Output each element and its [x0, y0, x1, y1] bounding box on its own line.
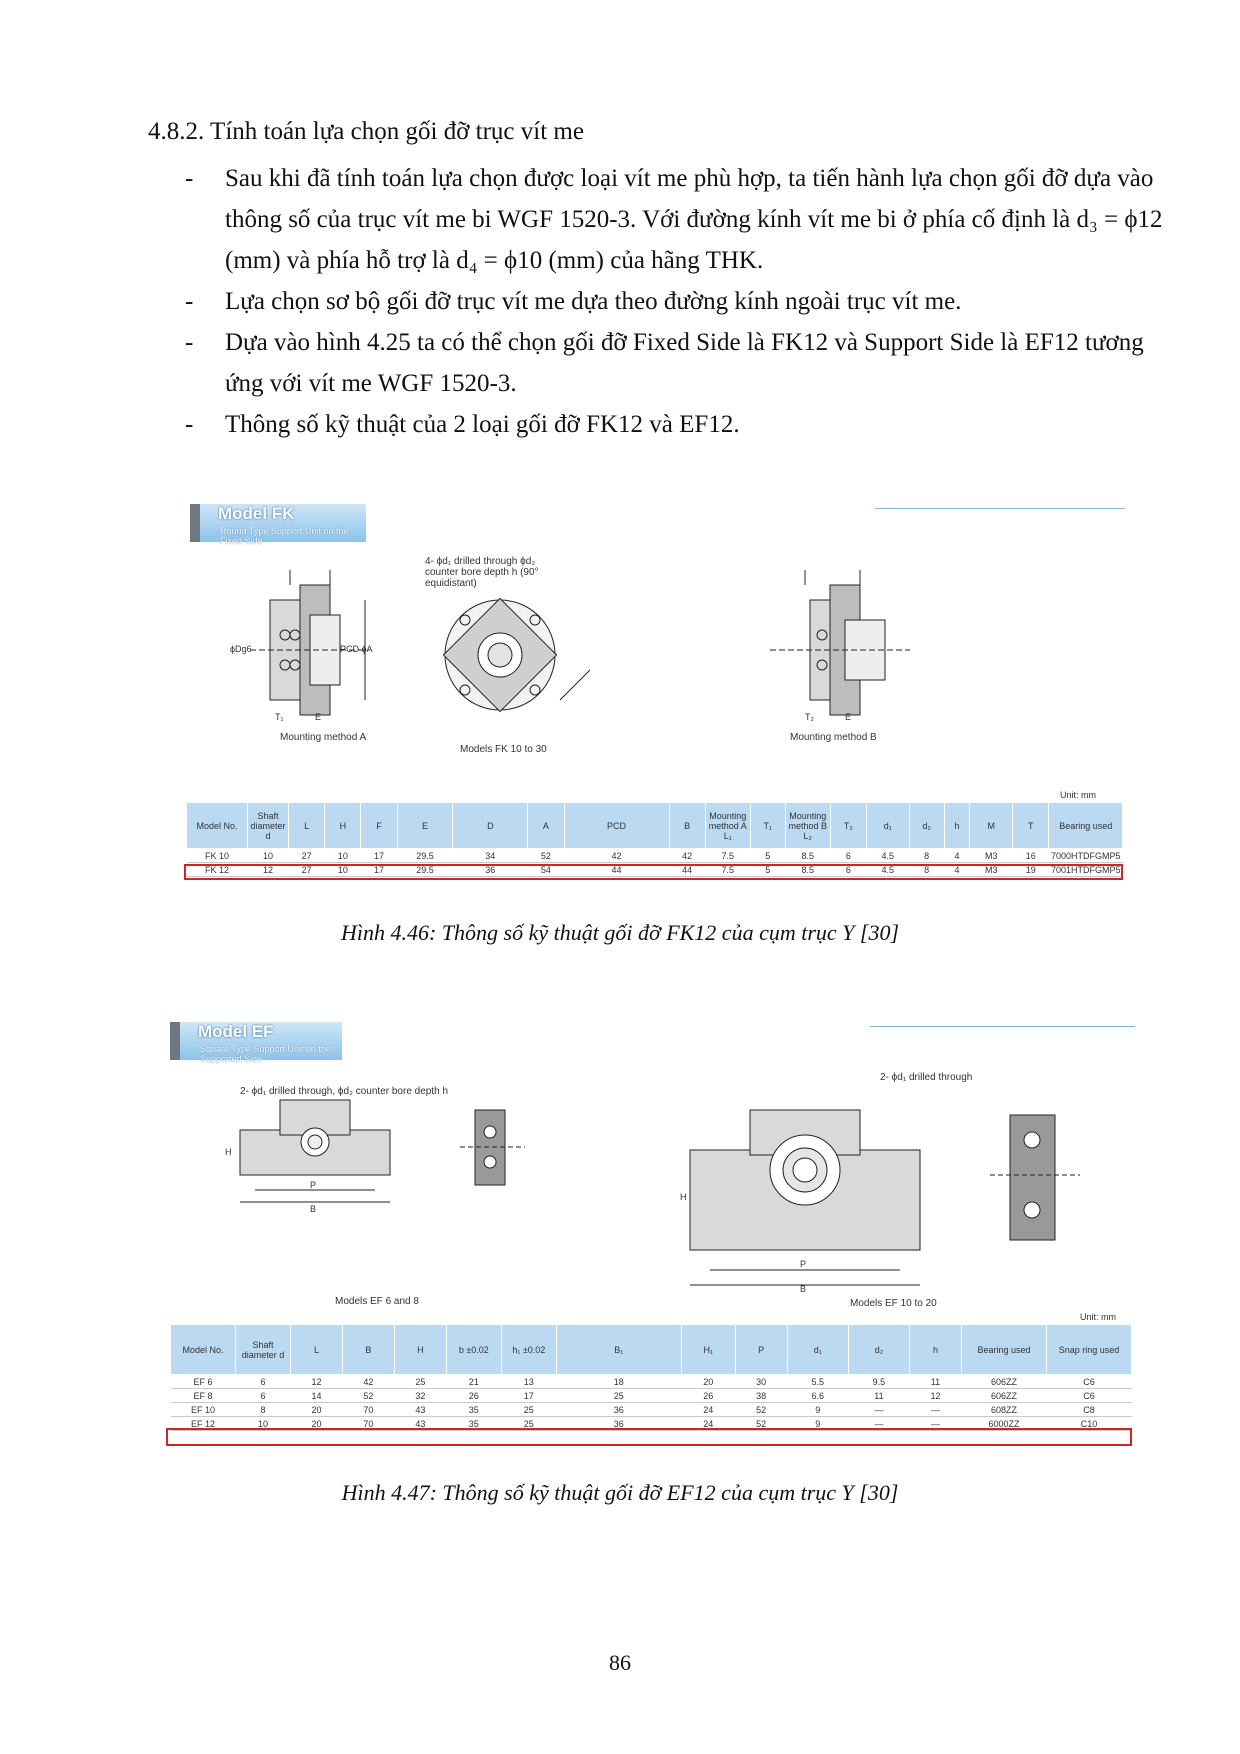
- figure-caption-fk: Hình 4.46: Thông số kỹ thuật gối đỡ FK12 của cụm trục Y [30]: [340, 920, 900, 945]
- fk-header-cell: D: [453, 803, 528, 849]
- fk-header-cell: T₁: [750, 803, 785, 849]
- svg-text:ϕDg6: ϕDg6: [230, 644, 252, 654]
- fk-header-cell: A: [528, 803, 564, 849]
- svg-text:H: H: [680, 1192, 687, 1202]
- svg-text:H: H: [225, 1147, 232, 1157]
- fk-header-cell: Shaft diameter d: [248, 803, 289, 849]
- ef-models-left: Models EF 6 and 8: [335, 1296, 419, 1307]
- page-number: 86: [609, 1650, 631, 1675]
- fk-header-cell: E: [397, 803, 453, 849]
- ef-header-cell: L: [291, 1325, 343, 1375]
- svg-text:T₁: T₁: [275, 712, 284, 722]
- figure-fk: [190, 500, 1130, 900]
- figure-caption-ef: Hình 4.47: Thông số kỹ thuật gối đỡ EF12 của cụm trục Y [30]: [341, 1480, 899, 1505]
- ef-drawing: [170, 1080, 1140, 1330]
- table-row: FK 10 10 27 10 17 29.5 34 52 42 42 7.5 5 8.5 6 4.5 8 4 M3 16 7000HTDFGMP5: [187, 849, 1123, 863]
- section-heading: 4.8.2. Tính toán lựa chọn gối đỡ trục vít me: [148, 118, 584, 145]
- bullet-item: - Lựa chọn sơ bộ gối đỡ trục vít me dựa theo đường kính ngoài trục vít me.: [185, 288, 962, 315]
- fk-header-cell: M: [970, 803, 1013, 849]
- svg-text:P: P: [310, 1180, 317, 1190]
- svg-text:PCD ϕA: PCD ϕA: [340, 644, 373, 654]
- ef-unit: Unit: mm: [1080, 1312, 1116, 1322]
- table-row-highlighted: FK 12 12 27 10 17 29.5 36 54 44 44 7.5 5 8.5 6 4.5 8 4 M3 19 7001HTDFGMP5: [187, 863, 1123, 877]
- svg-text:B: B: [310, 1204, 317, 1214]
- ef-banner: Model EF Square Type Support Unit on the Supported Side: [170, 1022, 342, 1060]
- bullet-list: [185, 158, 1165, 445]
- fk-header-cell: d₂: [909, 803, 944, 849]
- fk-header-cell: T₂: [830, 803, 866, 849]
- fk-header-cell: Bearing used: [1049, 803, 1123, 849]
- ef-header-cell: d₁: [787, 1325, 848, 1375]
- ef-header-cell: Model No.: [171, 1325, 236, 1375]
- ef-header-cell: Snap ring used: [1047, 1325, 1132, 1375]
- fk-mount-b-label: Mounting method B: [790, 732, 877, 743]
- fk-header-cell: PCD: [564, 803, 669, 849]
- fk-drawing: [190, 560, 1130, 830]
- fk-header-cell: T: [1013, 803, 1049, 849]
- fk12-highlight-box: [184, 864, 1123, 880]
- table-row-highlighted: EF 12 10 20 70 43 35 25 36 24 52 9 — — 6000ZZ C10: [171, 1417, 1132, 1431]
- ef-header-cell: h₁ ±0.02: [501, 1325, 556, 1375]
- ef-drill-note-right: 2- ϕd₁ drilled through: [880, 1072, 973, 1083]
- ef-header-cell: P: [735, 1325, 787, 1375]
- table-row: EF 8 6 14 52 32 26 17 25 26 38 6.6 11 12 606ZZ C6: [171, 1389, 1132, 1403]
- fk-header-cell: h: [944, 803, 970, 849]
- table-row: EF 10 8 20 70 43 35 25 36 24 52 9 — — 608ZZ C8: [171, 1403, 1132, 1417]
- bullet-item: - Sau khi đã tính toán lựa chọn được loại vít me phù hợp, ta tiến hành lựa chọn gối đỡ dựa vào thông số của trục vít me bi WGF 1520-3. Với đường kính vít me bi ở phía cố định là d₃ = ϕ12 (mm) và phía hỗ trợ là d₄ = ϕ10 (mm) của hãng THK.: [185, 165, 1163, 274]
- ef-header-rule: [870, 1026, 1135, 1027]
- svg-text:T₂: T₂: [805, 712, 814, 722]
- bullet-item: - Thông số kỹ thuật của 2 loại gối đỡ FK12 và EF12.: [185, 411, 740, 438]
- fk-header-cell: F: [361, 803, 397, 849]
- fk-unit: Unit: mm: [1060, 790, 1096, 800]
- ef-header-cell: Shaft diameter d: [236, 1325, 291, 1375]
- svg-text:E: E: [845, 712, 852, 722]
- ef-header-cell: h: [910, 1325, 962, 1375]
- ef-models-right: Models EF 10 to 20: [850, 1298, 937, 1309]
- fk-header-cell: Model No.: [187, 803, 248, 849]
- fk-header-cell: L: [289, 803, 325, 849]
- ef-header-cell: d₂: [848, 1325, 909, 1375]
- fk-drill-note: 4- ϕd₁ drilled through ϕd₂ counter bore depth h (90° equidistant): [425, 556, 539, 589]
- fk-mount-a-label: Mounting method A: [280, 732, 367, 743]
- ef12-highlight-box: [166, 1428, 1132, 1446]
- ef-header-cell: b ±0.02: [446, 1325, 501, 1375]
- fk-header-cell: H: [325, 803, 361, 849]
- bullet-item: - Dựa vào hình 4.25 ta có thể chọn gối đỡ Fixed Side là FK12 và Support Side là EF12 tương ứng với vít me WGF 1520-3.: [185, 329, 1144, 397]
- fk-header-cell: B: [669, 803, 705, 849]
- fk-header-rule: [875, 508, 1125, 509]
- ef-header-cell: Bearing used: [962, 1325, 1047, 1375]
- fk-header-cell: Mounting method B L₂: [785, 803, 830, 849]
- ef-header-cell: B₁: [556, 1325, 681, 1375]
- fk-banner: Model FK Round Type Support Unit on the Fixed Side: [190, 504, 366, 542]
- ef-header-cell: B: [342, 1325, 394, 1375]
- table-row: EF 6 6 12 42 25 21 13 18 20 30 5.5 9.5 11 606ZZ C6: [171, 1375, 1132, 1389]
- ef-drill-note-left: 2- ϕd₁ drilled through, ϕd₂ counter bore depth h: [240, 1086, 449, 1097]
- figure-ef: [170, 1020, 1140, 1450]
- svg-text:P: P: [800, 1259, 807, 1269]
- ef-header-cell: H₁: [681, 1325, 735, 1375]
- fk-header-cell: Mounting method A L₁: [705, 803, 750, 849]
- fk-header-cell: d₁: [866, 803, 909, 849]
- svg-text:B: B: [800, 1284, 807, 1294]
- fk-models-label: Models FK 10 to 30: [460, 744, 547, 755]
- ef-header-cell: H: [394, 1325, 446, 1375]
- ef-spec-table: [170, 1324, 1132, 1431]
- svg-text:E: E: [315, 712, 322, 722]
